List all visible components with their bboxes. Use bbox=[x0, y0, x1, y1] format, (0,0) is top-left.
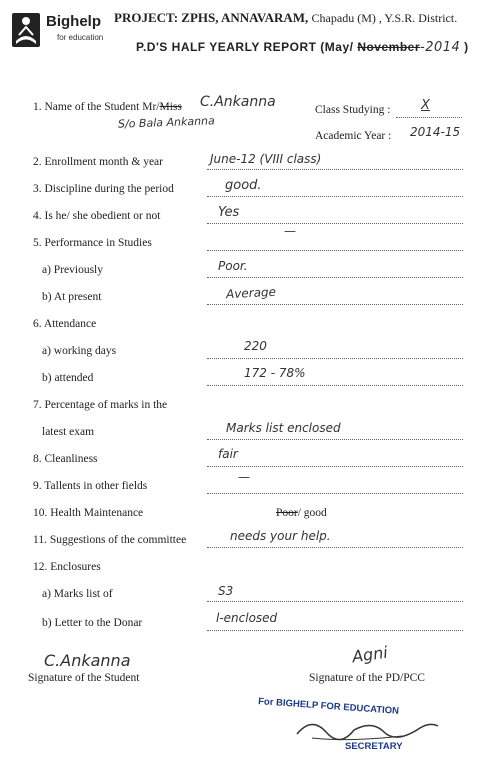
row-value-struck: Poor bbox=[276, 507, 298, 519]
pd-signature-label: Signature of the PD/PCC bbox=[309, 672, 425, 684]
row-value: fair bbox=[218, 447, 238, 461]
row-value: — bbox=[238, 470, 250, 484]
project-bold: PROJECT: ZPHS, ANNAVARAM, bbox=[114, 10, 309, 25]
class-label: Class Studying : bbox=[315, 104, 391, 116]
row-value: good. bbox=[225, 178, 262, 193]
row-label: a) working days bbox=[42, 345, 117, 357]
row-value: 172 - 78% bbox=[244, 366, 306, 380]
name-label bbox=[33, 101, 182, 113]
row-value: needs your help. bbox=[230, 529, 331, 543]
row-value: Poor. bbox=[218, 259, 248, 273]
logo-tagline: for education bbox=[57, 33, 104, 42]
row-value: — bbox=[284, 224, 296, 238]
secretary-signature-icon bbox=[292, 712, 442, 744]
row-value: l-enclosed bbox=[216, 611, 278, 625]
student-signature-label: Signature of the Student bbox=[28, 672, 140, 684]
row-value: S3 bbox=[218, 584, 234, 598]
row-label: 5. Performance in Studies bbox=[33, 237, 152, 249]
row-value: Yes bbox=[218, 205, 240, 220]
row-label: latest exam bbox=[42, 426, 95, 438]
report-title-close: ) bbox=[464, 40, 469, 54]
row-label: 9. Tallents in other fields bbox=[33, 480, 148, 492]
report-title-text: P.D'S HALF YEARLY REPORT (May/ bbox=[136, 40, 354, 54]
academic-year-value: 2014-15 bbox=[410, 125, 461, 139]
row-value: Marks list enclosed bbox=[226, 421, 341, 435]
name-label-struck: Miss bbox=[159, 101, 182, 113]
row-label: 10. Health Maintenance bbox=[33, 507, 144, 519]
row-label: 7. Percentage of marks in the bbox=[33, 399, 168, 411]
row-label: b) Letter to the Donar bbox=[42, 617, 143, 629]
row-value-rest: / good bbox=[297, 507, 327, 519]
logo-name: Bighelp bbox=[46, 13, 101, 30]
bighelp-logo-icon bbox=[12, 13, 40, 47]
academic-year-label: Academic Year : bbox=[315, 130, 392, 142]
stamp-line2: SECRETARY bbox=[345, 741, 403, 752]
report-title bbox=[136, 40, 469, 55]
row-label: 4. Is he/ she obedient or not bbox=[33, 210, 161, 222]
row-value bbox=[276, 507, 327, 519]
project-heading bbox=[114, 10, 457, 26]
row-label: 2. Enrollment month & year bbox=[33, 156, 163, 168]
row-label: a) Marks list of bbox=[42, 588, 113, 600]
student-parent-value: S/o Bala Ankanna bbox=[117, 114, 215, 131]
row-label: 6. Attendance bbox=[33, 318, 97, 330]
row-value: 220 bbox=[244, 339, 267, 353]
student-signature: C.Ankanna bbox=[44, 651, 131, 670]
row-label: b) At present bbox=[42, 291, 102, 303]
name-label-text: 1. Name of the Student Mr/ bbox=[33, 101, 160, 113]
stamp-line1: For BIGHELP FOR EDUCATION bbox=[257, 696, 400, 717]
row-label: 8. Cleanliness bbox=[33, 453, 98, 465]
row-value: June-12 (VIII class) bbox=[210, 152, 322, 166]
class-value: X bbox=[421, 98, 430, 113]
student-name-value: C.Ankanna bbox=[200, 94, 276, 110]
row-label: 3. Discipline during the period bbox=[33, 183, 174, 195]
row-label: a) Previously bbox=[42, 264, 104, 276]
report-title-struck: November bbox=[357, 40, 420, 54]
pd-signature: Agni bbox=[350, 642, 389, 667]
row-label: b) attended bbox=[42, 372, 94, 384]
row-label: 12. Enclosures bbox=[33, 561, 101, 573]
row-label: 11. Suggestions of the committee bbox=[33, 534, 187, 546]
report-year: -2014 bbox=[420, 40, 461, 55]
project-location: Chapadu (M) , Y.S.R. District. bbox=[311, 11, 458, 25]
row-value: Average bbox=[225, 284, 277, 302]
